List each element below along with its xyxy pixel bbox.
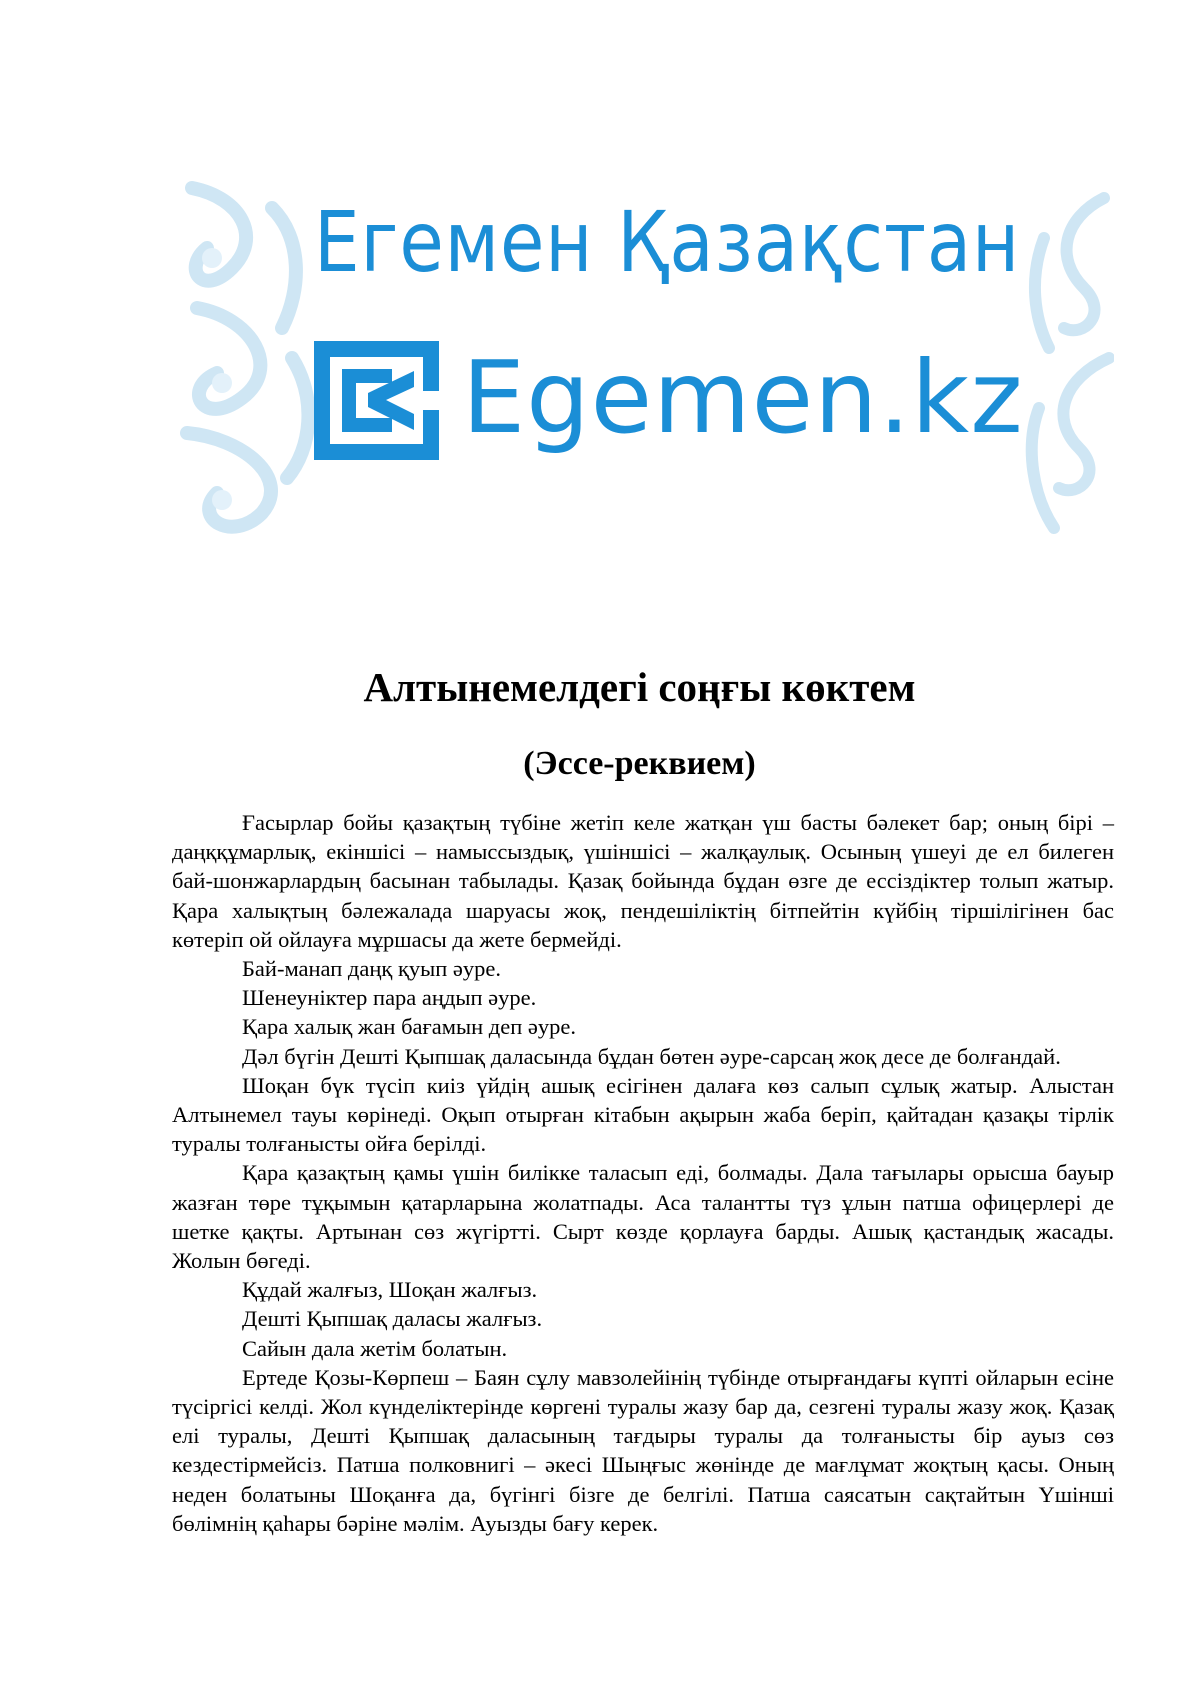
masthead-banner bbox=[172, 178, 1114, 550]
paragraph: Қара қазақтың қамы үшін билікке таласып еді, болмады. Дала тағылары орысша бауыр жазған төре тұқымын қатарларына жолатпады. Аса талантты түз ұлын патша офицерлері де шетке қақты. Артынан сөз жүгіртті. Сырт көзде қорлауға барды. Ашық қастандық жасады. Жолын бөгеді. bbox=[172, 1160, 1114, 1274]
paragraph: Шенеуніктер пара аңдып әуре. bbox=[242, 985, 537, 1011]
paragraph: Сайын дала жетім болатын. bbox=[242, 1335, 508, 1361]
paragraph: Дешті Қыпшақ даласы жалғыз. bbox=[242, 1306, 543, 1332]
ornament-right-icon bbox=[1024, 178, 1114, 550]
paragraph: Шоқан бүк түсіп киіз үйдің ашық есігінен далаға көз салып сұлық жатыр. Алыстан Алтынемел тауы көрінеді. Оқып отырған кітабын ақырын жаба беріп, қайтадан қазақы тірлік туралы толғанысты ойға берілді. bbox=[172, 1072, 1114, 1157]
brand-domain: Egemen.kz bbox=[462, 339, 1024, 456]
paragraph: Қара халық жан бағамын деп әуре. bbox=[242, 1014, 576, 1040]
paragraph: Дәл бүгін Дешті Қыпшақ даласында бұдан бөтен әуре-сарсаң жоқ десе де болғандай. bbox=[242, 1043, 1061, 1069]
egemen-logo-icon bbox=[314, 341, 439, 460]
paragraph: Ғасырлар бойы қазақтың түбіне жетіп келе жатқан үш басты бәлекет бар; оның бірі – даңққұмарлық, екіншісі – намыссыздық, үшіншісі – жалқаулық. Осының үшеуі де ел билеген бай-шонжарлардың басынан табылады. Қазақ бойында бұдан өзге де ессіздіктер толып жатыр. Қара халықтың бәлежалада шаруасы жоқ, пендешіліктің бітпейтін күйбің тіршілігінен бас көтеріп ой ойлауға мұршасы да жете бермейді. bbox=[172, 810, 1114, 952]
paragraph: Бай-манап даңқ қуып әуре. bbox=[242, 956, 502, 982]
ornament-left-icon bbox=[172, 178, 322, 550]
brand-title: Егемен Қазақстан bbox=[314, 193, 1021, 291]
paragraph: Ертеде Қозы-Көрпеш – Баян сұлу мавзолейінің түбінде отырғандағы күпті ойларын есіне түсіргісі келді. Жол күнделіктерінде көргені туралы жазу бар да, сезгені туралы жазу жоқ. Қазақ елі туралы, Дешті Қыпшақ даласының тағдыры туралы да толғанысты бір ауыз сөз кездестірмейсіз. Патша полковнигі – әкесі Шыңғыс жөнінде де мағлұмат жоқтың қасы. Оның неден болатыны Шоқанға да, бүгінгі бізге де белгілі. Патша саясатын сақтайтын Үшінші бөлімнің қаһары бәріне мәлім. Ауызды бағу керек. bbox=[172, 1364, 1114, 1536]
article-subtitle: (Эссе-реквием) bbox=[523, 745, 756, 782]
paragraph: Құдай жалғыз, Шоқан жалғыз. bbox=[242, 1277, 538, 1303]
article-body bbox=[172, 808, 1114, 1538]
article-title: Алтынемелдегі соңғы көктем bbox=[363, 664, 916, 710]
